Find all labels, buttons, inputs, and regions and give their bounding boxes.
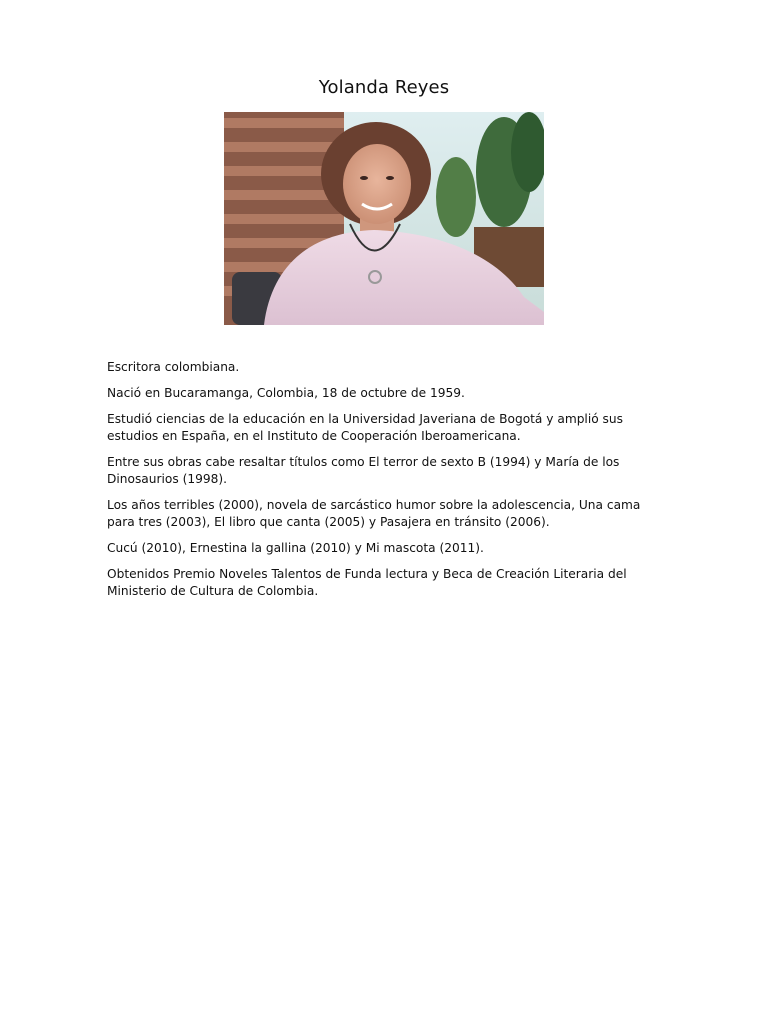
portrait-photo-icon: [224, 112, 544, 325]
paragraph: Entre sus obras cabe resaltar títulos como El terror de sexto B (1994) y María de los Dinosaurios (1998).: [107, 455, 620, 486]
paragraph: Estudió ciencias de la educación en la Universidad Javeriana de Bogotá y amplió sus estudios en España, en el Instituto de Cooperación Iberoamericana.: [107, 412, 623, 443]
portrait-photo: [224, 112, 544, 325]
biography-text: [107, 359, 647, 609]
page-title: Yolanda Reyes: [318, 77, 450, 98]
paragraph: Obtenidos Premio Noveles Talentos de Funda lectura y Beca de Creación Literaria del Ministerio de Cultura de Colombia.: [107, 567, 627, 598]
paragraph: Los años terribles (2000), novela de sarcástico humor sobre la adolescencia, Una cama para tres (2003), El libro que canta (2005) y Pasajera en tránsito (2006).: [107, 498, 641, 529]
paragraph: Nació en Bucaramanga, Colombia, 18 de octubre de 1959.: [107, 386, 465, 400]
paragraph: Escritora colombiana.: [107, 360, 240, 374]
paragraph: Cucú (2010), Ernestina la gallina (2010) y Mi mascota (2011).: [107, 541, 484, 555]
